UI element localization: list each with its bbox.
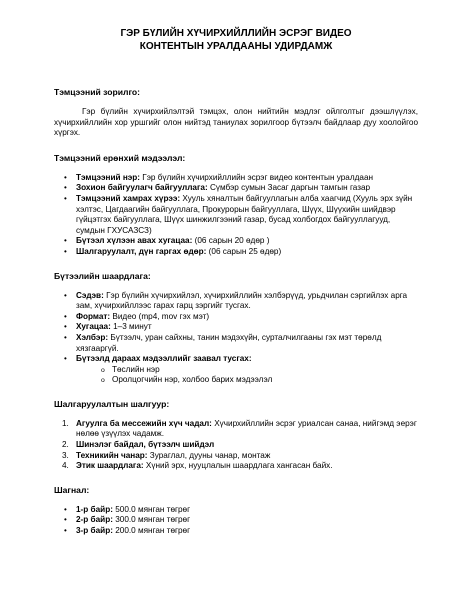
list-item <box>54 173 418 184</box>
general-info-heading: Тэмцээний ерөнхий мэдээлэл: <box>54 152 186 163</box>
list-item <box>54 333 418 354</box>
item-label: Бүтээл хүлээн авах хугацаа: <box>76 236 193 246</box>
item-text: Гэр бүлийн хүчирхийллийн эсрэг видео контентын уралдаан <box>140 172 374 182</box>
requirements-list <box>54 291 418 386</box>
list-item <box>54 451 418 462</box>
list-item <box>54 440 418 451</box>
criteria-list <box>54 419 418 472</box>
item-text: Хүний эрх, нууцлалын шаардлага хангасан байх. <box>143 461 333 471</box>
item-text: Сүмбэр сумын Засаг даргын тамгын газар <box>207 183 371 193</box>
item-text: 1–3 минут <box>110 322 152 332</box>
list-item <box>54 461 418 472</box>
item-text: 500.0 мянган төгрөг <box>112 504 191 514</box>
list-item <box>54 354 418 386</box>
item-text: Бүтээлч, уран сайхны, танин мэдэхүйн, сурталчилгааны гэх мэт төрөлд хязгааргүй. <box>76 332 382 353</box>
item-label: Шинэлэг байдал, бүтээлч шийдэл <box>76 440 215 450</box>
list-item <box>54 312 418 323</box>
item-number: 4. <box>62 461 69 471</box>
sub-list-item: o Төслийн нэр <box>76 365 418 376</box>
list-item <box>54 247 418 258</box>
list-item <box>54 322 418 333</box>
item-label: Тэмцээний хамрах хүрээ: <box>76 193 181 203</box>
title-line-1: ГЭР БҮЛИЙН ХҮЧИРХИЙЛЛИЙН ЭСРЭГ ВИДЕО <box>120 28 352 39</box>
item-label: Этик шаардлага: <box>76 461 144 471</box>
item-text: Хууль хяналтын байгууллагын алба хаагчид (Хууль эрх зүйн хэлтэс, Цагдаагийн байгууллага, Прокурорын байгууллага, Шүүх, Шүүхийн шийдвэр гүйцэтгэх байгууллага, Шүүх шинжилгээний газар, бусад холбогдох байгууллагууд, сумдын ГХУСАЗСЗ) <box>76 193 413 235</box>
list-item <box>54 515 418 526</box>
document-title <box>54 28 418 53</box>
item-label: 2-р байр: <box>76 515 113 525</box>
item-number: 3. <box>62 450 69 460</box>
sub-list-item: o Оролцогчийн нэр, холбоо барих мэдээлэл <box>76 375 418 386</box>
item-label: Формат: <box>76 311 111 321</box>
required-info-sublist <box>76 365 418 386</box>
goal-paragraph: Гэр бүлийн хүчирхийлэлтэй тэмцэх, олон нийтийн мэдлэг ойлголтыг дээшлүүлэх, хүчирхийллийн хор уршгийг олон нийтэд таниулах зорилгоор бүтээлч байдлаар дуу хоолойгоо хүргэх. <box>54 107 418 138</box>
requirements-heading: Бүтээлийн шаардлага: <box>54 270 151 281</box>
item-label: Тэмцээний нэр: <box>76 172 141 182</box>
list-item <box>54 505 418 516</box>
item-text: (06 сарын 25 өдөр) <box>206 246 282 256</box>
list-item <box>54 526 418 537</box>
item-number: 1. <box>62 418 69 428</box>
list-item <box>54 419 418 440</box>
item-label: Зохион байгуулагч байгууллага: <box>76 183 208 193</box>
list-item <box>54 291 418 312</box>
item-number: 2. <box>62 440 69 450</box>
item-text: (06 сарын 20 өдөр ) <box>192 236 270 246</box>
item-label: 3-р байр: <box>76 526 113 536</box>
item-label: Техникийн чанар: <box>76 450 148 460</box>
item-text: Зураглал, дууны чанар, монтаж <box>147 450 271 460</box>
goal-heading: Тэмцээний зорилго: <box>54 87 141 97</box>
item-text: Гэр бүлийн хүчирхийлэл, хүчирхийллийн хэлбэрүүд, урьдчилан сэргийлэх арга зам, хүчирхийллээс гарах гарц зэргийг тусгах. <box>76 290 408 311</box>
prizes-heading: Шагнал: <box>54 484 90 495</box>
item-label: Агуулга ба мессежийн хүч чадал: <box>76 418 212 428</box>
criteria-heading: Шалгаруулалтын шалгуур: <box>54 398 170 409</box>
item-label: Хэлбэр: <box>76 332 109 342</box>
item-label: Шалгаруулалт, дүн гаргах өдөр: <box>76 246 207 256</box>
item-text: Видео (mp4, mov гэх мэт) <box>110 311 210 321</box>
item-label: Сэдэв: <box>76 290 104 300</box>
title-line-2: КОНТЕНТЫН УРАЛДААНЫ УДИРДАМЖ <box>139 40 333 52</box>
general-info-list <box>54 173 418 258</box>
item-label: Бүтээлд дараах мэдээллийг заавал тусгах: <box>76 354 252 364</box>
item-label: Хугацаа: <box>76 322 111 332</box>
list-item <box>54 194 418 236</box>
list-item <box>54 236 418 247</box>
item-text: 200.0 мянган төгрөг <box>112 526 191 536</box>
item-text: 300.0 мянган төгрөг <box>112 515 191 525</box>
list-item <box>54 183 418 194</box>
prizes-list <box>54 505 418 537</box>
item-label: 1-р байр: <box>76 504 113 514</box>
item-text: Хүчирхийллийн эсрэг уриалсан санаа, нийгэмд эерэг нөлөө үзүүлэх чадамж. <box>76 418 417 439</box>
